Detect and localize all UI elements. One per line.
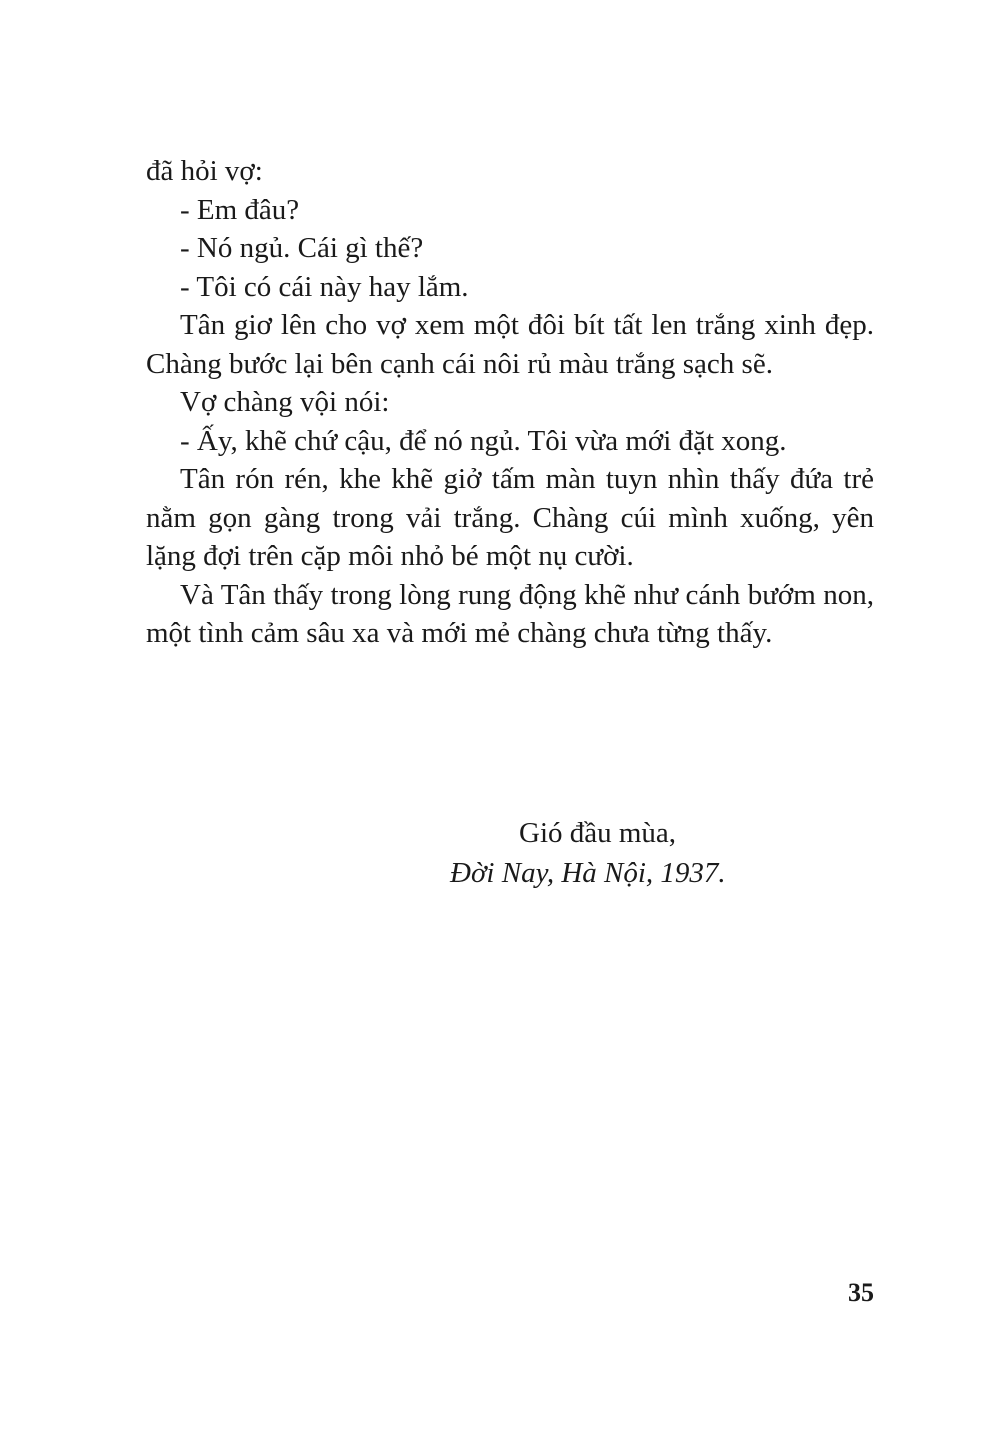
signature-source: Đời Nay, Hà Nội, 1937.	[450, 857, 726, 889]
dialogue-line-4: - Ấy, khẽ chứ cậu, để nó ngủ. Tôi vừa mới đặt xong.	[180, 424, 787, 457]
signature-title: Gió đầu mùa,	[519, 817, 677, 849]
page-number: 35	[848, 1278, 874, 1307]
paragraph-1: đã hỏi vợ:	[146, 155, 263, 187]
dialogue-line-3: - Tôi có cái này hay lắm.	[180, 270, 469, 303]
dialogue-line-2: - Nó ngủ. Cái gì thế?	[180, 232, 424, 264]
paragraph-3: Vợ chàng vội nói:	[180, 386, 390, 418]
paragraph-5: Và Tân thấy trong lòng rung động khẽ như cánh bướm non, một tình cảm sâu xa và mới mẻ chàng chưa từng thấy.	[146, 578, 874, 649]
paragraph-2: Tân giơ lên cho vợ xem một đôi bít tất len trắng xinh đẹp. Chàng bước lại bên cạnh cái nôi rủ màu trắng sạch sẽ.	[146, 309, 874, 380]
story-text	[146, 152, 874, 653]
paragraph-4: Tân rón rén, khe khẽ giở tấm màn tuyn nhìn thấy đứa trẻ nằm gọn gàng trong vải trắng. Chàng cúi mình xuống, yên lặng đợi trên cặp môi nhỏ bé một nụ cười.	[146, 463, 874, 572]
signature-block	[430, 813, 790, 893]
dialogue-line-1: - Em đâu?	[180, 193, 300, 226]
